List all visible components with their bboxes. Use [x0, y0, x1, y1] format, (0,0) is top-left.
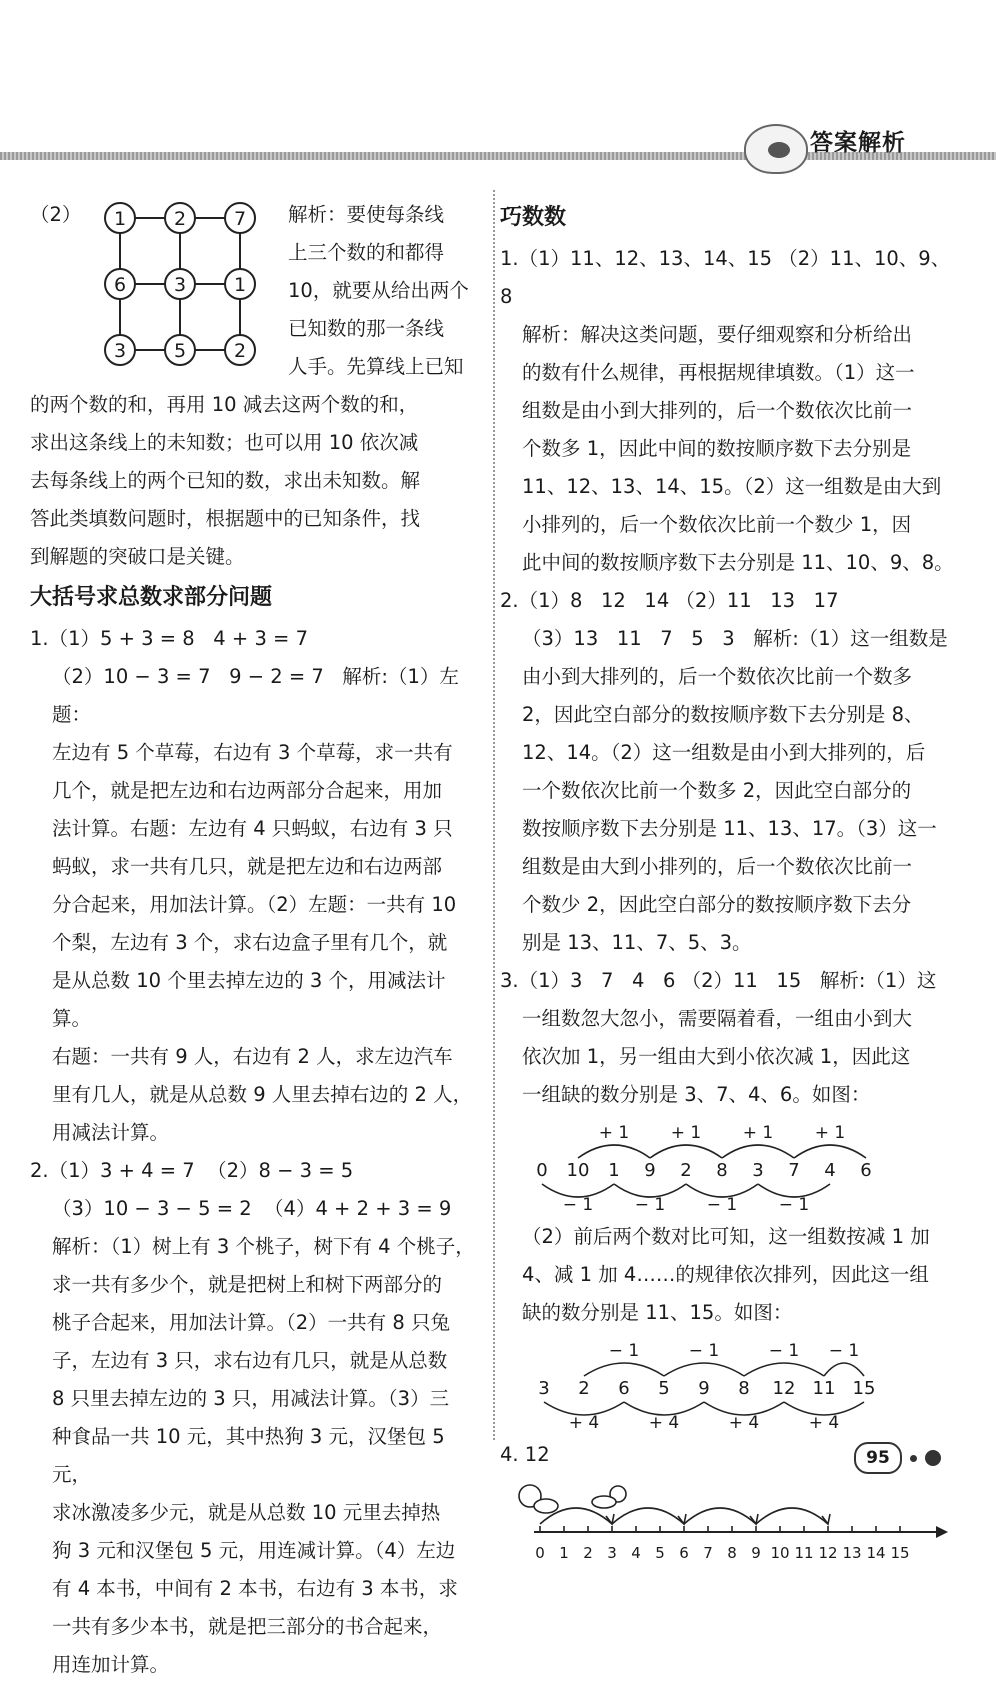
- column-divider: [493, 190, 495, 1440]
- text-line: 几个，就是把左边和右边两部分合起来，用加: [52, 779, 443, 802]
- top-arc: [744, 1363, 824, 1376]
- arrow-icon: [822, 1514, 830, 1524]
- grid-node-number: 2: [173, 208, 187, 230]
- sequence-number: 15: [852, 1378, 876, 1399]
- bottom-arc-label: − 1: [634, 1195, 666, 1212]
- text-line: 此中间的数按顺序数下去分别是 11、10、9、8。: [522, 551, 954, 574]
- text-line: 求出这条线上的未知数；也可以用 10 依次减: [30, 431, 419, 454]
- text-line: （3）10 − 3 − 5 = 2 （4）4 + 2 + 3 = 9: [52, 1197, 452, 1220]
- grid-puzzle: [30, 196, 482, 386]
- grid-node-number: 3: [173, 274, 187, 296]
- number-line-label: 9: [751, 1544, 761, 1562]
- text-line: 12、14。（2）这一组数是由小到大排列的，后: [522, 741, 926, 764]
- grid-text-line: 人手。先算线上已知: [288, 355, 464, 378]
- sequence-number: 8: [738, 1378, 750, 1399]
- text-line: 用连加计算。: [52, 1653, 170, 1676]
- sequence-number: 1: [608, 1160, 620, 1181]
- top-arc: [794, 1145, 866, 1158]
- bottom-arc-label: + 4: [728, 1413, 760, 1430]
- question-2-line: 2.（1）8 12 14 （2）11 13 17: [500, 589, 839, 612]
- text-line: 蚂蚁，求一共有几只，就是把左边和右边两部: [52, 855, 443, 878]
- text-line: 答此类填数问题时，根据题中的已知条件，找: [30, 507, 421, 530]
- top-arc-label: + 1: [814, 1123, 846, 1143]
- top-arc-label: − 1: [768, 1341, 800, 1361]
- sequence-number: 12: [772, 1378, 796, 1399]
- sequence-number: 3: [752, 1160, 764, 1181]
- section-title: 巧数数: [500, 205, 567, 230]
- top-arc: [584, 1363, 664, 1376]
- text-line: 的两个数的和，再用 10 减去这两个数的和，: [30, 393, 419, 416]
- text-line: 解析：（1）树上有 3 个桃子，树下有 4 个桃子，: [52, 1235, 475, 1258]
- mascot-icon: [744, 124, 808, 174]
- question-2-line: 2.（1）3 + 4 = 7 （2）8 − 3 = 5: [30, 1159, 354, 1182]
- question-1-line: 1.（1）11、12、13、14、15 （2）11、10、9、8: [500, 247, 951, 308]
- grid-node-number: 3: [113, 340, 127, 362]
- number-line-label: 13: [842, 1544, 862, 1562]
- top-arc-label: − 1: [688, 1341, 720, 1361]
- number-line-label: 2: [583, 1544, 593, 1562]
- grid-node-number: 5: [173, 340, 187, 362]
- number-line-label: 8: [727, 1544, 737, 1562]
- section-title: 大括号求总数求部分问题: [30, 585, 273, 610]
- text-line: 组数是由大到小排列的，后一个数依次比前一: [522, 855, 913, 878]
- grid-text-line: 10，就要从给出两个: [288, 279, 469, 302]
- text-line: 狗 3 元和汉堡包 5 元，用连减计算。（4）左边: [52, 1539, 456, 1562]
- text-line: 求一共有多少个，就是把树上和树下两部分的: [52, 1273, 443, 1296]
- top-arc: [650, 1145, 722, 1158]
- number-line-label: 14: [866, 1544, 886, 1562]
- text-line: 左边有 5 个草莓，右边有 3 个草莓，求一共有: [52, 741, 453, 764]
- sequence-number: 5: [658, 1378, 670, 1399]
- header-title: 答案解析: [810, 130, 906, 156]
- grid-explanation: [288, 196, 482, 386]
- sequence-number: 4: [824, 1160, 836, 1181]
- top-arc-label: − 1: [828, 1341, 860, 1361]
- text-line: 组数是由小到大排列的，后一个数依次比前一: [522, 399, 913, 422]
- dot-icon: [925, 1450, 941, 1466]
- text-line: 2，因此空白部分的数按顺序数下去分别是 8、: [522, 703, 924, 726]
- grid-node-number: 2: [233, 340, 247, 362]
- text-line: （2）前后两个数对比可知，这一组数按减 1 加: [522, 1225, 930, 1248]
- text-line: 子，左边有 3 只，求右边有几只，就是从总数: [52, 1349, 448, 1372]
- text-line: 一共有多少本书，就是把三部分的书合起来，: [52, 1615, 443, 1638]
- text-line: 里有几人，就是从总数 9 人里去掉右边的 2 人，: [52, 1083, 473, 1106]
- sequence-number: 2: [680, 1160, 692, 1181]
- bottom-arc-label: + 4: [808, 1413, 840, 1430]
- top-arc: [664, 1363, 744, 1376]
- grid-node-number: 1: [113, 208, 127, 230]
- grid-text-line: 解析：要使每条线: [288, 203, 445, 226]
- question-1-line: 1.（1）5 + 3 = 8 4 + 3 = 7: [30, 627, 308, 650]
- text-line: （3）13 11 7 5 3 解析:（1）这一组数是: [522, 627, 948, 650]
- sequence-number: 6: [860, 1160, 872, 1181]
- right-column: [500, 196, 960, 1570]
- bottom-arc-label: − 1: [706, 1195, 738, 1212]
- grid-text-line: 已知数的那一条线: [288, 317, 445, 340]
- number-line-label: 12: [818, 1544, 838, 1562]
- text-line: 求冰激凌多少元，就是从总数 10 元里去掉热: [52, 1501, 441, 1524]
- top-arc-label: + 1: [742, 1123, 774, 1143]
- text-line: 有 4 本书，中间有 2 本书，右边有 3 本书，求: [52, 1577, 458, 1600]
- top-arc-label: + 1: [598, 1123, 630, 1143]
- number-line-label: 15: [890, 1544, 910, 1562]
- text-line: 右题：一共有 9 人，右边有 2 人，求左边汽车: [52, 1045, 453, 1068]
- number-line-label: 6: [679, 1544, 689, 1562]
- text-line: 解析：解决这类问题，要仔细观察和分析给出: [522, 323, 913, 346]
- text-line: 缺的数分别是 11、15。如图：: [522, 1301, 793, 1324]
- top-arc-label: + 1: [670, 1123, 702, 1143]
- grid-node-number: 6: [113, 274, 127, 296]
- top-arc: [722, 1145, 794, 1158]
- sequence-number: 6: [618, 1378, 630, 1399]
- sequence-number: 10: [566, 1160, 590, 1181]
- sequence-figure-1: [500, 1116, 920, 1212]
- top-arc: [578, 1145, 650, 1158]
- sequence-number: 9: [644, 1160, 656, 1181]
- number-line-figure: [500, 1476, 950, 1564]
- sequence-number: 0: [536, 1160, 548, 1181]
- number-line-label: 5: [655, 1544, 665, 1562]
- bottom-arc-label: − 1: [562, 1195, 594, 1212]
- bottom-arc-label: + 4: [568, 1413, 600, 1430]
- text-line: 分合起来，用加法计算。（2）左题：一共有 10: [52, 893, 457, 916]
- dot-icon: [910, 1455, 917, 1462]
- text-line: 是从总数 10 个里去掉左边的 3 个，用减法计算。: [52, 969, 446, 1030]
- number-grid-figure: [92, 196, 288, 372]
- left-column: [30, 196, 482, 1684]
- number-line-label: 10: [770, 1544, 790, 1562]
- text-line: （2）10 − 3 = 7 9 − 2 = 7 解析:（1）左题：: [52, 665, 459, 726]
- text-line: 个数多 1，因此中间的数按顺序数下去分别是: [522, 437, 912, 460]
- text-line: 依次加 1，另一组由大到小依次减 1，因此这: [522, 1045, 911, 1068]
- sequence-figure-2: [500, 1334, 920, 1430]
- text-line: 到解题的突破口是关键。: [30, 545, 245, 568]
- number-line-label: 0: [535, 1544, 545, 1562]
- number-line-label: 7: [703, 1544, 713, 1562]
- text-line: 用减法计算。: [52, 1121, 170, 1144]
- cat-icon: [592, 1486, 626, 1508]
- bottom-arc-label: + 4: [648, 1413, 680, 1430]
- text-line: 一个数依次比前一个数多 2，因此空白部分的: [522, 779, 912, 802]
- text-line: 种食品一共 10 元，其中热狗 3 元，汉堡包 5 元，: [52, 1425, 451, 1486]
- grid-label: （2）: [30, 203, 82, 226]
- question-4-line: 4. 12: [500, 1443, 550, 1466]
- number-line-label: 1: [559, 1544, 569, 1562]
- page-number-area: [854, 1442, 941, 1474]
- number-line-label: 4: [631, 1544, 641, 1562]
- arrow-icon: [936, 1526, 948, 1538]
- text-line: 的数有什么规律，再根据规律填数。（1）这一: [522, 361, 915, 384]
- text-line: 别是 13、11、7、5、3。: [522, 931, 752, 954]
- hop-arc: [612, 1508, 684, 1524]
- text-line: 数按顺序数下去分别是 11、13、17。（3）这一: [522, 817, 937, 840]
- hop-arc: [684, 1508, 756, 1524]
- text-line: 桃子合起来，用加法计算。（2）一共有 8 只兔: [52, 1311, 450, 1334]
- grid-text-line: 上三个数的和都得: [288, 241, 445, 264]
- hop-arc: [756, 1508, 828, 1524]
- text-line: 小排列的，后一个数依次比前一个数少 1，因: [522, 513, 912, 536]
- number-line-label: 11: [794, 1544, 814, 1562]
- sequence-number: 9: [698, 1378, 710, 1399]
- text-line: 8 只里去掉左边的 3 只，用减法计算。（3）三: [52, 1387, 450, 1410]
- bottom-arc-label: − 1: [778, 1195, 810, 1212]
- text-line: 由小到大排列的，后一个数依次比前一个数多: [522, 665, 913, 688]
- sequence-number: 11: [812, 1378, 836, 1399]
- question-3-line: 3.（1）3 7 4 6 （2）11 15 解析:（1）这: [500, 969, 937, 992]
- sequence-number: 3: [538, 1378, 550, 1399]
- sequence-number: 7: [788, 1160, 800, 1181]
- text-line: 4、减 1 加 4……的规律依次排列，因此这一组: [522, 1263, 929, 1286]
- top-arc: [824, 1363, 864, 1376]
- text-line: 法计算。右题：左边有 4 只蚂蚁，右边有 3 只: [52, 817, 453, 840]
- sequence-number: 2: [578, 1378, 590, 1399]
- text-line: 个梨，左边有 3 个，求右边盒子里有几个，就: [52, 931, 448, 954]
- text-line: 个数少 2，因此空白部分的数按顺序数下去分: [522, 893, 912, 916]
- number-line-label: 3: [607, 1544, 617, 1562]
- page-number: 95: [854, 1442, 902, 1474]
- text-line: 11、12、13、14、15。（2）这一组数是由大到: [522, 475, 942, 498]
- grid-node-number: 7: [233, 208, 247, 230]
- grid-node-number: 1: [233, 274, 247, 296]
- top-arc-label: − 1: [608, 1341, 640, 1361]
- lion-icon: [519, 1485, 558, 1513]
- text-line: 一组缺的数分别是 3、7、4、6。如图：: [522, 1083, 871, 1106]
- text-line: 去每条线上的两个已知的数，求出未知数。解: [30, 469, 421, 492]
- sequence-number: 8: [716, 1160, 728, 1181]
- text-line: 一组数忽大忽小，需要隔着看，一组由小到大: [522, 1007, 913, 1030]
